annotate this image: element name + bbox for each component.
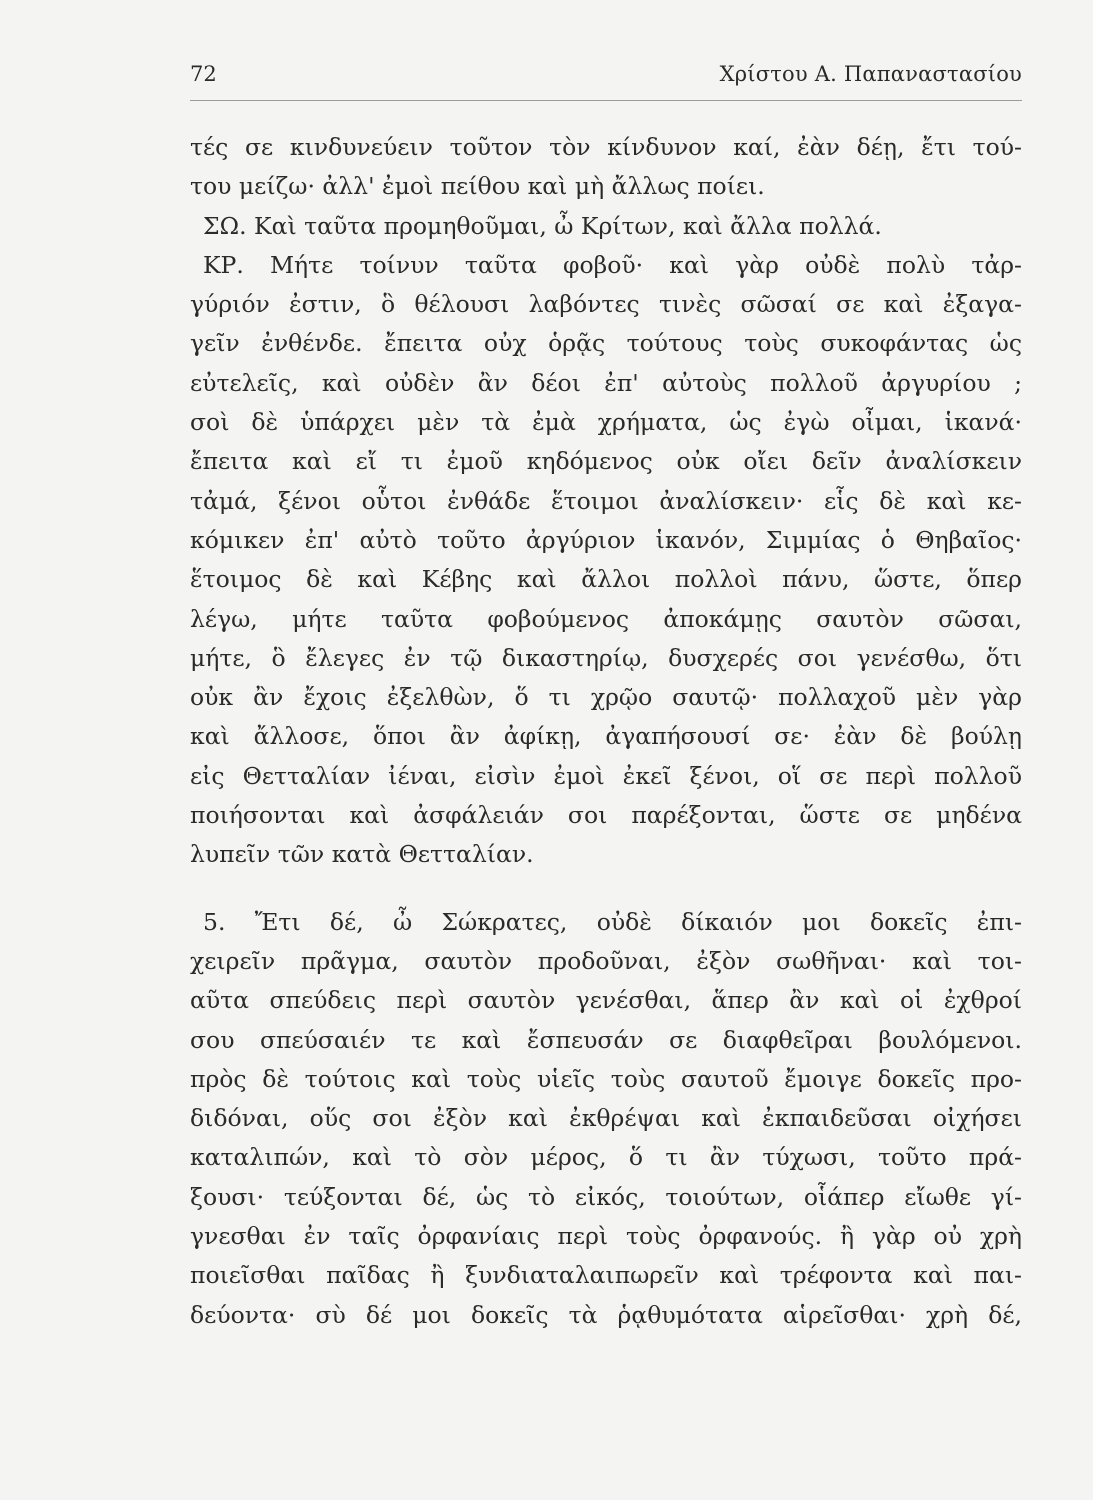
text-line: 5. Ἔτι δέ, ὦ Σώκρατες, οὐδὲ δίκαιόν μοι δοκεῖς ἐπι- (203, 907, 1022, 936)
text-line: αῦτα σπεύδεις περὶ σαυτὸν γενέσθαι, ἅπερ ἂν καὶ οἱ ἐχθροί (190, 986, 1022, 1015)
text-line: λυπεῖν τῶν κατὰ Θετταλίαν. (190, 840, 534, 869)
text-line: χειρεῖν πρᾶγμα, σαυτὸν προδοῦναι, ἐξὸν σωθῆναι· καὶ τοι- (190, 946, 1022, 975)
text-line: γύριόν ἐστιν, ὃ θέλουσι λαβόντες τινὲς σῶσαί σε καὶ ἐξαγα- (190, 290, 1022, 319)
text-line: πρὸς δὲ τούτοις καὶ τοὺς υἱεῖς τοὺς σαυτοῦ ἔμοιγε δοκεῖς προ- (190, 1064, 1022, 1093)
section-gap (190, 875, 1022, 903)
page-header (190, 62, 1022, 96)
text-line: γνεσθαι ἐν ταῖς ὀρφανίαις περὶ τοὺς ὀρφανούς. ἢ γὰρ οὐ χρὴ (190, 1222, 1022, 1251)
text-line: γεῖν ἐνθένδε. ἔπειτα οὐχ ὁρᾷς τούτους τοὺς συκοφάντας ὡς (190, 329, 1022, 358)
text-line: διδόναι, οὕς σοι ἐξὸν καὶ ἐκθρέψαι καὶ ἐκπαιδεῦσαι οἰχήσει (190, 1104, 1022, 1133)
text-line: λέγω, μήτε ταῦτα φοβούμενος ἀποκάμῃς σαυτὸν σῶσαι, (190, 604, 1022, 633)
page-number: 72 (190, 62, 217, 86)
text-line: καταλιπών, καὶ τὸ σὸν μέρος, ὅ τι ἂν τύχωσι, τοῦτο πρά- (190, 1143, 1022, 1172)
text-line: εἰς Θετταλίαν ἰέναι, εἰσὶν ἐμοὶ ἐκεῖ ξένοι, οἵ σε περὶ πολλοῦ (190, 761, 1022, 790)
text-line: οὐκ ἂν ἔχοις ἐξελθὼν, ὅ τι χρῷο σαυτῷ· πολλαχοῦ μὲν γὰρ (190, 683, 1022, 712)
text-line: δεύοντα· σὺ δέ μοι δοκεῖς τὰ ῥᾳθυμότατα αἱρεῖσθαι· χρὴ δέ, (190, 1300, 1022, 1329)
body-text (190, 128, 1022, 1335)
text-line: ΣΩ. Καὶ ταῦτα προμηθοῦμαι, ὦ Κρίτων, καὶ ἄλλα πολλά. (203, 211, 882, 240)
running-head: Χρίστου Α. Παπαναστασίου (719, 62, 1022, 86)
text-line: κόμικεν ἐπ' αὐτὸ τοῦτο ἀργύριον ἱκανόν, Σιμμίας ὁ Θηβαῖος· (190, 525, 1022, 554)
text-line: τἀμά, ξένοι οὗτοι ἐνθάδε ἕτοιμοι ἀναλίσκειν· εἷς δὲ καὶ κε- (190, 486, 1022, 515)
text-line: ΚΡ. Μήτε τοίνυν ταῦτα φοβοῦ· καὶ γὰρ οὐδὲ πολὺ τἀρ- (203, 250, 1022, 279)
text-line: σοὶ δὲ ὑπάρχει μὲν τὰ ἐμὰ χρήματα, ὡς ἐγὼ οἶμαι, ἱκανά· (190, 408, 1022, 437)
header-rule (190, 100, 1022, 101)
text-line: ξουσι· τεύξονται δέ, ὡς τὸ εἰκός, τοιούτων, οἷάπερ εἴωθε γί- (190, 1182, 1022, 1211)
text-line: ποιήσονται καὶ ἀσφάλειάν σοι παρέξονται, ὥστε σε μηδένα (190, 801, 1022, 830)
text-line: ποιεῖσθαι παῖδας ἢ ξυνδιαταλαιπωρεῖν καὶ τρέφοντα καὶ παι- (190, 1261, 1022, 1290)
text-line: καὶ ἄλλοσε, ὅποι ἂν ἀφίκῃ, ἀγαπήσουσί σε· ἐὰν δὲ βούλῃ (190, 722, 1022, 751)
text-line: ἕτοιμος δὲ καὶ Κέβης καὶ ἄλλοι πολλοὶ πάνυ, ὥστε, ὅπερ (190, 565, 1022, 594)
text-line: σου σπεύσαιέν τε καὶ ἔσπευσάν σε διαφθεῖραι βουλόμενοι. (190, 1025, 1022, 1054)
text-line: του μείζω· ἀλλ' ἐμοὶ πείθου καὶ μὴ ἄλλως ποίει. (190, 172, 765, 201)
text-line: μήτε, ὃ ἔλεγες ἐν τῷ δικαστηρίῳ, δυσχερές σοι γενέσθω, ὅτι (190, 643, 1022, 672)
text-line: τές σε κινδυνεύειν τοῦτον τὸν κίνδυνον καί, ἐὰν δέῃ, ἔτι τού- (190, 133, 1022, 161)
text-line: ἔπειτα καὶ εἴ τι ἐμοῦ κηδόμενος οὐκ οἴει δεῖν ἀναλίσκειν (190, 447, 1022, 476)
text-line: εὐτελεῖς, καὶ οὐδὲν ἂν δέοι ἐπ' αὐτοὺς πολλοῦ ἀργυρίου ; (190, 368, 1022, 397)
